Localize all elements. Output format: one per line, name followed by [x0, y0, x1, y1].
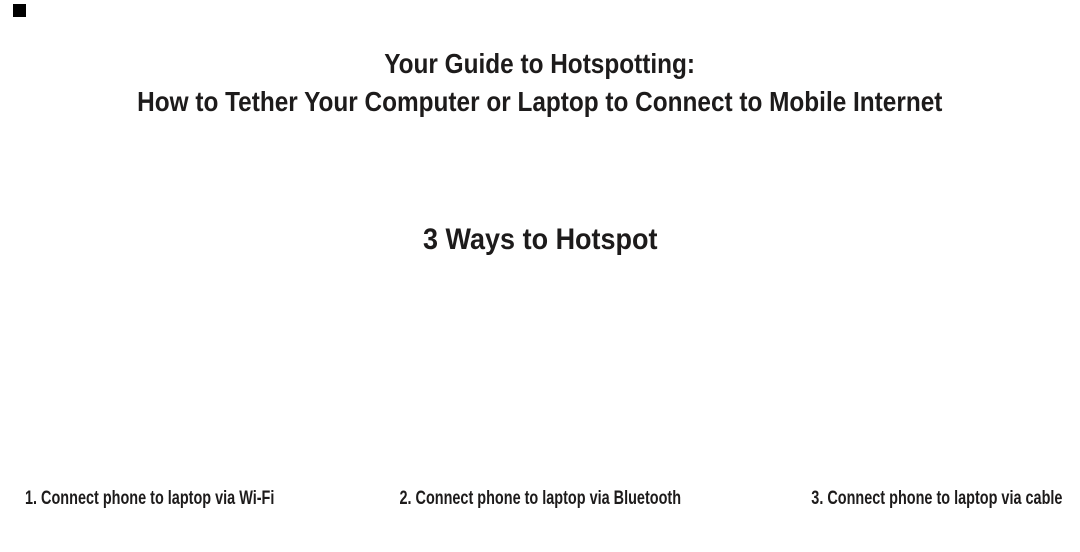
step-caption-cable [732, 486, 1062, 512]
step-caption-wifi-text: 1. Connect phone to laptop via Wi-Fi [25, 488, 275, 509]
page-title-line-2-text: How to Tether Your Computer or Laptop to Connect to Mobile Internet [137, 86, 943, 117]
step-caption-cable-text: 3. Connect phone to laptop via cable [810, 488, 1062, 509]
page-title-line-1-text: Your Guide to Hotspotting: [384, 48, 696, 79]
page-title [0, 45, 1080, 121]
page-title-line-1 [0, 45, 1080, 83]
section-heading [0, 222, 1080, 258]
step-caption-row [0, 486, 1080, 512]
section-heading-text: 3 Ways to Hotspot [422, 223, 658, 256]
step-caption-bluetooth-text: 2. Connect phone to laptop via Bluetooth [399, 488, 681, 509]
page-title-line-2 [0, 83, 1080, 121]
corner-marker-square [13, 4, 26, 17]
